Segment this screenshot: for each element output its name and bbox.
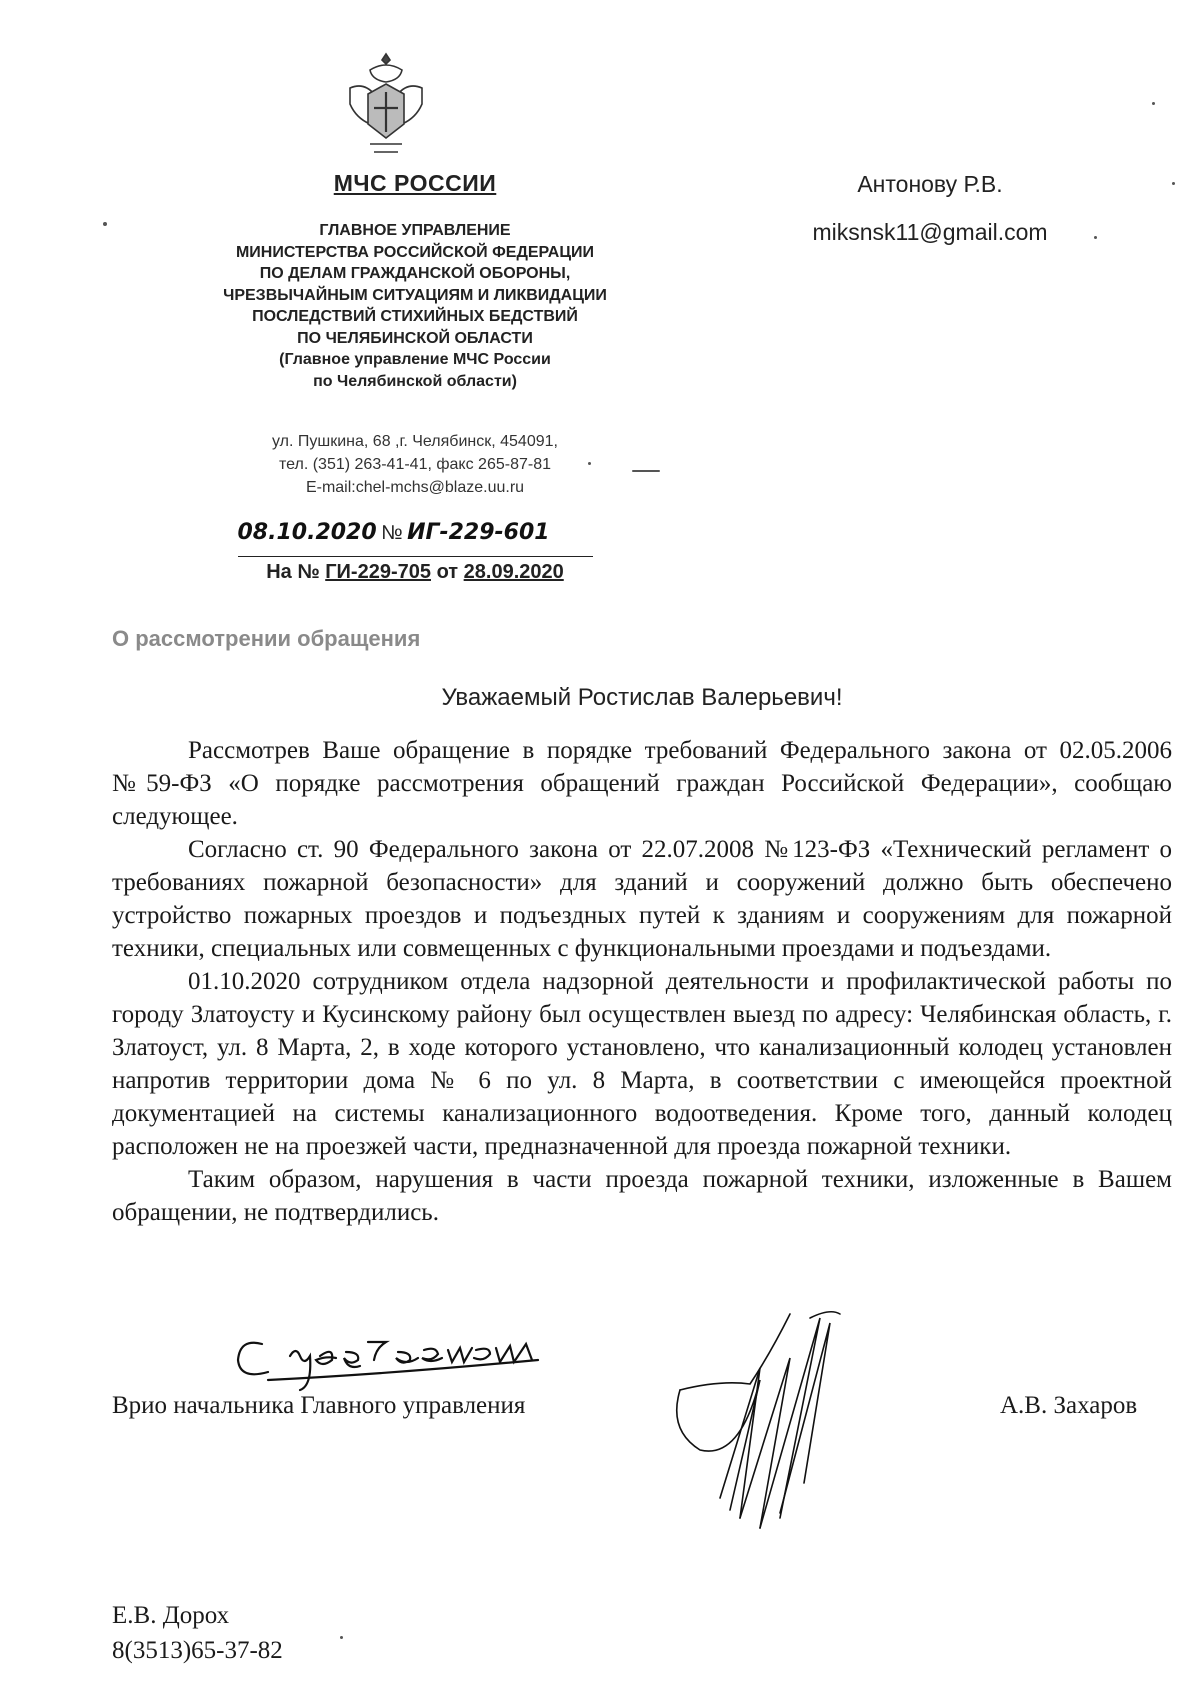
org-line: по Челябинской области) [313,372,517,390]
org-line: (Главное управление МЧС России [279,351,551,368]
letter-body [112,734,1172,1229]
scan-speckle [1172,182,1175,185]
addressee-block [780,160,1080,256]
document-reference [150,520,680,584]
org-address [150,430,680,499]
body-paragraph: Таким образом, нарушения в части проезда пожарной техники, изложенные в Вашем обращении, не подтвердились. [112,1166,1172,1226]
organization-name [150,220,680,392]
address-line: ул. Пушкина, 68 ,г. Челябинск, 454091, [272,433,558,450]
handwritten-signature-icon [670,1298,850,1538]
addressee-email: miksnsk11@gmail.com [812,219,1048,245]
scan-speckle [1152,102,1155,105]
body-paragraph: Согласно ст. 90 Федерального закона от 22.07.2008 №123-ФЗ «Технический регламент о требованиях пожарной безопасности» для зданий и сооружений должно быть обеспечено устройство пожарных проездов и подъездных путей к зданиям и сооружениям для пожарной техники, специальных или совмещенных с функциональными проездами и подъездами. [112,836,1172,962]
body-paragraph: 01.10.2020 сотрудником отдела надзорной деятельности и профилактической работы по городу Златоусту и Кусинскому району был осуществлен выезд по адресу: Челябинская область, г. Златоуст, ул. 8 Марта, 2, в ходе которого установлено, что канализационный колодец установлен напротив территории дома № 6 по ул. 8 Марта, в соответствии с имеющейся проектной документацией на системы канализационного водоотведения. Кроме того, данный колодец расположен не на проезжей части, предназначенной для проезда пожарной техники. [112,968,1172,1160]
address-line: тел. (351) 263-41-41, факс 265-87-81 [278,456,551,473]
email-line: E-mail:chel-mchs@blaze.uu.ru [305,479,525,496]
ministry-name: МЧС РОССИИ [333,170,497,196]
salutation: Уважаемый Ростислав Валерьевич! [441,684,843,711]
executor-block [112,1598,283,1668]
org-line: ГЛАВНОЕ УПРАВЛЕНИЕ [319,222,511,239]
executor-phone: 8(3513)65-37-82 [112,1637,283,1664]
scan-speckle [632,470,660,472]
number-sign: № [381,522,403,544]
mchs-emblem-icon [340,48,432,158]
org-line: ПО ЧЕЛЯБИНСКОЙ ОБЛАСТИ [297,329,533,347]
signer-name: А.В. Захаров [1000,1392,1138,1419]
outgoing-date: 08.10.2020 [237,520,377,545]
letter-subject: О рассмотрении обращения [112,626,421,651]
org-line: ЧРЕЗВЫЧАЙНЫМ СИТУАЦИЯМ И ЛИКВИДАЦИИ [223,286,607,304]
outgoing-number: ИГ-229-601 [407,520,550,545]
outgoing-number-line [238,520,593,557]
scan-speckle [340,1636,343,1639]
handwritten-closing [228,1322,558,1394]
incoming-reference-line [150,561,680,584]
ref-number: ГИ-229-705 [325,561,431,583]
ref-from: от [436,561,459,583]
scan-speckle [588,462,591,465]
signer-position: Врио начальника Главного управления [112,1392,526,1419]
addressee-name: Антонову Р.В. [857,171,1003,197]
body-paragraph: Рассмотрев Ваше обращение в порядке требований Федерального закона от 02.05.2006 №59-ФЗ «О порядке рассмотрения обращений граждан Российской Федерации», сообщаю следующее. [112,737,1172,830]
executor-name: Е.В. Дорох [112,1602,230,1629]
scan-speckle [1094,236,1097,239]
ref-date: 28.09.2020 [463,561,564,583]
org-line: МИНИСТЕРСТВА РОССИЙСКОЙ ФЕДЕРАЦИИ [235,243,595,261]
ref-prefix: На № [266,561,320,583]
scan-speckle [103,222,107,226]
org-line: ПОСЛЕДСТВИЙ СТИХИЙНЫХ БЕДСТВИЙ [252,308,578,325]
org-line: ПО ДЕЛАМ ГРАЖДАНСКОЙ ОБОРОНЫ, [259,265,571,282]
